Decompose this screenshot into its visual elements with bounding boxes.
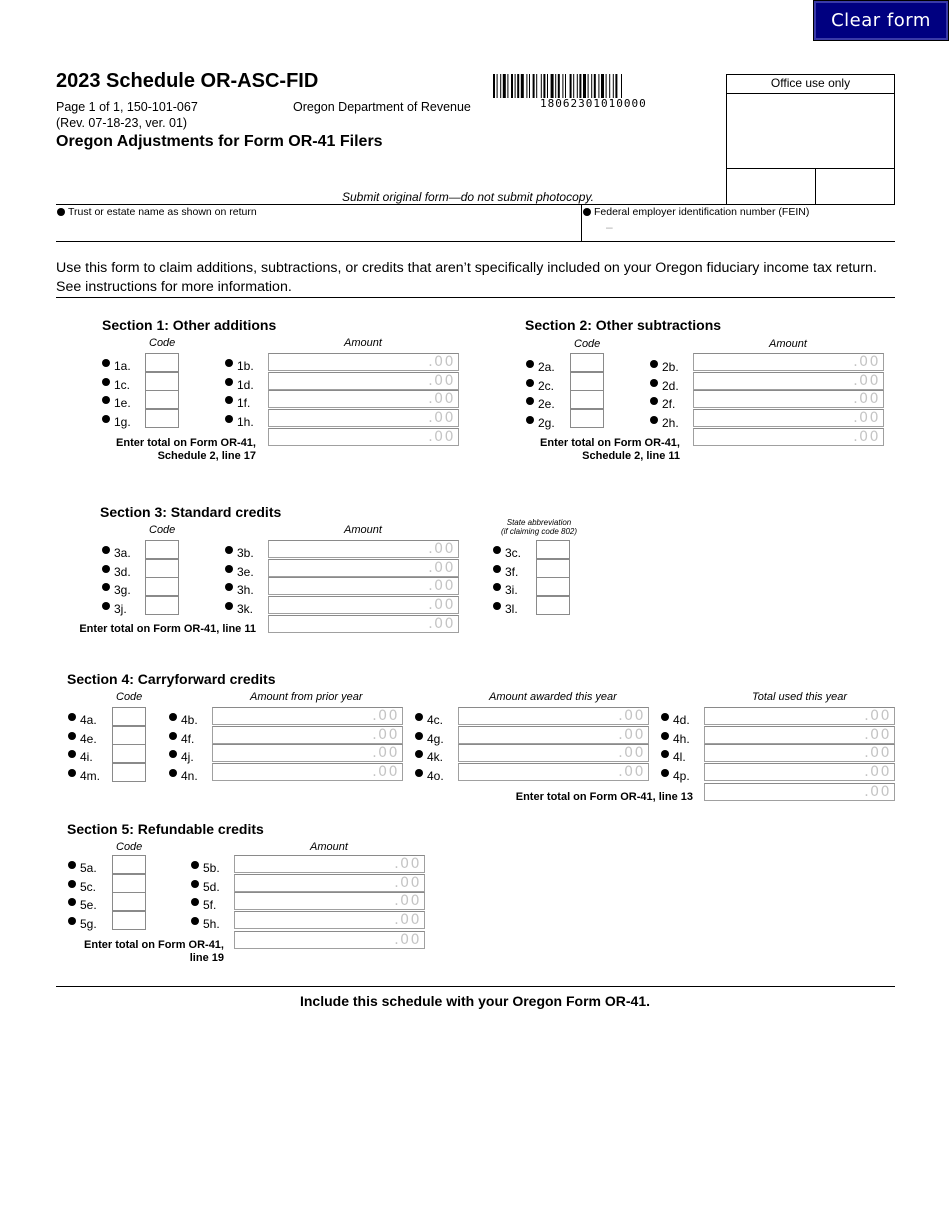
section4-code-input[interactable] [112,726,146,745]
required-bullet-icon [661,769,669,777]
line-label: 4e. [80,731,97,746]
section1-amount-input[interactable]: .00 [268,390,459,408]
section2-total-input[interactable]: .00 [693,428,884,446]
line-label: 4d. [673,713,690,727]
section5-code-input[interactable] [112,874,146,893]
field-divider [581,205,582,242]
fein-input[interactable] [590,220,890,240]
required-bullet-icon [415,769,423,777]
section2-amount-label [650,416,679,430]
section4-used-input[interactable]: .00 [704,707,895,725]
required-bullet-icon [169,732,177,740]
line-label: 3j. [114,601,127,616]
line-label: 2a. [538,360,555,374]
section5-amount-label [191,898,216,912]
section2-code-label [526,379,554,393]
line-label: 2h. [662,415,679,430]
section1-amount-header: Amount [344,337,382,349]
section4-prior-input[interactable]: .00 [212,707,403,725]
section5-amount-input[interactable]: .00 [234,911,425,929]
line-label: 3c. [505,546,522,560]
line-label: 5a. [80,861,97,875]
section1-code-label [102,415,131,429]
revision-info: (Rev. 07-18-23, ver. 01) [56,116,188,130]
section5-amount-label [191,880,220,894]
barcode-image [493,74,705,98]
section5-amount-label [191,861,220,875]
required-bullet-icon [102,378,110,386]
section4-code-label [68,732,97,746]
required-bullet-icon [583,208,591,216]
required-bullet-icon [225,378,233,386]
trust-name-label: Trust or estate name as shown on return [57,206,257,218]
section5-code-label [68,861,97,875]
required-bullet-icon [661,732,669,740]
line-label: 2e. [538,397,555,411]
section2-amount-input[interactable]: .00 [693,409,884,427]
line-label: 4h. [673,731,690,746]
line-label: 2g. [538,415,555,430]
divider-intro [56,297,895,298]
required-bullet-icon [191,880,199,888]
section4-prior-label [169,713,198,727]
required-bullet-icon [169,713,177,721]
section3-code-input[interactable] [145,540,179,559]
section4-awarded-label [415,713,443,727]
section2-code-input[interactable] [570,372,604,391]
section4-awarded-label [415,769,444,783]
section3-state-label [493,602,518,616]
section3-code-input[interactable] [145,596,179,615]
section4-awarded-input[interactable]: .00 [458,726,649,744]
section5-code-label [68,917,97,931]
section5-code-header: Code [116,841,143,853]
required-bullet-icon [102,565,110,573]
required-bullet-icon [526,416,534,424]
required-bullet-icon [68,769,76,777]
required-bullet-icon [661,713,669,721]
section3-state-header1: State abbreviation [506,518,572,527]
required-bullet-icon [102,546,110,554]
required-bullet-icon [650,397,658,405]
line-label: 5d. [203,879,220,894]
line-label: 2f. [662,397,676,411]
section3-amount-input[interactable]: .00 [268,540,459,558]
section5-amount-input[interactable]: .00 [234,855,425,873]
required-bullet-icon [415,732,423,740]
section4-awarded-header: Amount awarded this year [489,691,617,703]
office-use-box [726,74,895,205]
line-label: 4b. [181,713,198,727]
section4-awarded-input[interactable]: .00 [458,763,649,781]
required-bullet-icon [225,583,233,591]
line-label: 1h. [237,414,254,429]
section5-amount-input[interactable]: .00 [234,874,425,892]
form-subtitle: Oregon Adjustments for Form OR-41 Filers [56,133,383,150]
section1-code-input[interactable] [145,372,179,391]
required-bullet-icon [661,750,669,758]
section3-state-input[interactable] [536,596,570,615]
section1-code-input[interactable] [145,390,179,409]
section5-code-label [68,880,96,894]
section3-total-label: Enter total on Form OR-41, line 11 [79,623,256,635]
line-label: 5h. [203,916,220,931]
section3-amount-label [225,546,254,560]
section3-state-input[interactable] [536,559,570,578]
section5-amount-header: Amount [310,841,348,853]
required-bullet-icon [225,415,233,423]
line-label: 5c. [80,879,97,894]
section4-prior-label [169,732,194,746]
section3-state-label [493,583,518,597]
required-bullet-icon [68,898,76,906]
section1-code-label [102,378,130,392]
section4-awarded-input[interactable]: .00 [458,707,649,725]
section1-amount-label [225,415,254,429]
page-info: Page 1 of 1, 150-101-067 [56,100,198,114]
section3-code-label [102,602,127,616]
required-bullet-icon [169,769,177,777]
section2-code-header: Code [574,338,601,350]
section2-total-label2: Schedule 2, line 11 [582,450,680,462]
line-label: 3i. [505,583,518,597]
section3-code-header: Code [149,524,176,536]
required-bullet-icon [526,379,534,387]
required-bullet-icon [68,861,76,869]
line-label: 3d. [114,564,131,579]
line-label: 3e. [237,564,254,579]
required-bullet-icon [225,602,233,610]
required-bullet-icon [493,602,501,610]
line-label: 1g. [114,414,131,429]
section4-used-input[interactable]: .00 [704,763,895,781]
line-label: 1e. [114,396,131,410]
divider-footer [56,986,895,987]
section5-code-input[interactable] [112,911,146,930]
required-bullet-icon [191,861,199,869]
form-title: 2023 Schedule OR-ASC-FID [56,70,319,92]
line-label: 2c. [538,378,555,393]
section2-amount-label [650,360,679,374]
section5-title: Section 5: Refundable credits [67,821,264,837]
line-label: 4c. [427,713,444,727]
required-bullet-icon [102,583,110,591]
section3-total-input[interactable]: .00 [268,615,459,633]
section3-code-label [102,546,131,560]
section4-prior-input[interactable]: .00 [212,763,403,781]
required-bullet-icon [68,713,76,721]
section5-code-input[interactable] [112,892,146,911]
line-label: 2b. [662,360,679,374]
section5-code-input[interactable] [112,855,146,874]
section1-amount-input[interactable]: .00 [268,372,459,390]
required-bullet-icon [493,546,501,554]
line-label: 4p. [673,768,690,783]
line-label: 1a. [114,359,131,373]
required-bullet-icon [102,359,110,367]
section1-total-label1: Enter total on Form OR-41, [116,437,256,449]
required-bullet-icon [415,713,423,721]
section3-amount-label [225,565,254,579]
section4-used-input[interactable]: .00 [704,744,895,762]
line-label: 3k. [237,601,254,616]
section4-prior-input[interactable]: .00 [212,726,403,744]
section2-code-input[interactable] [570,409,604,428]
line-label: 4m. [80,768,101,783]
intro-text: Use this form to claim additions, subtractions, or credits that aren’t specifically included on your Oregon fiduciary income tax return. See instructions for more information. [56,260,877,295]
line-label: 5b. [203,861,220,875]
required-bullet-icon [225,546,233,554]
line-label: 3g. [114,583,131,597]
section3-state-header2: (if claiming code 802) [500,527,578,536]
required-bullet-icon [169,750,177,758]
section3-state-input[interactable] [536,577,570,596]
section3-amount-label [225,602,253,616]
section4-code-label [68,769,100,783]
section4-code-label [68,713,97,727]
section1-title: Section 1: Other additions [102,317,277,333]
line-label: 4n. [181,768,198,783]
line-label: 3h. [237,583,254,597]
divider-top [56,204,895,205]
required-bullet-icon [650,379,658,387]
section1-amount-label [225,359,254,373]
section3-code-label [102,583,131,597]
line-label: 1b. [237,359,254,373]
required-bullet-icon [68,880,76,888]
required-bullet-icon [225,359,233,367]
office-use-label: Office use only [727,75,894,94]
clear-form-button[interactable]: Clear form [814,1,948,40]
required-bullet-icon [650,416,658,424]
line-label: 4g. [427,731,444,746]
section2-amount-header: Amount [769,338,807,350]
section2-title: Section 2: Other subtractions [525,317,722,333]
department-name: Oregon Department of Revenue [293,100,471,114]
section1-amount-label [225,378,254,392]
required-bullet-icon [68,732,76,740]
section4-used-input[interactable]: .00 [704,726,895,744]
required-bullet-icon [650,360,658,368]
line-label: 5e. [80,898,97,912]
line-label: 3l. [505,601,518,616]
section4-prior-header: Amount from prior year [250,691,363,703]
section2-amount-input[interactable]: .00 [693,353,884,371]
section1-code-input[interactable] [145,409,179,428]
section3-state-label [493,565,518,579]
section4-used-label [661,732,690,746]
line-label: 4k. [427,750,444,764]
section2-code-label [526,397,555,411]
section4-awarded-label [415,732,444,746]
section2-amount-label [650,379,679,393]
section2-code-label [526,416,555,430]
office-use-split [727,168,894,204]
section5-code-label [68,898,97,912]
section3-amount-input[interactable]: .00 [268,596,459,614]
line-label: 2d. [662,378,679,393]
section1-total-input[interactable]: .00 [268,428,459,446]
barcode-number: 18062301010000 [540,97,647,110]
section4-code-input[interactable] [112,763,146,782]
section4-prior-input[interactable]: .00 [212,744,403,762]
required-bullet-icon [68,917,76,925]
line-label: 4o. [427,768,444,783]
section4-code-header: Code [116,691,143,703]
line-label: 3a. [114,546,131,560]
required-bullet-icon [57,208,65,216]
line-label: 4a. [80,713,97,727]
section4-total-label: Enter total on Form OR-41, line 13 [515,791,693,803]
required-bullet-icon [102,602,110,610]
section2-amount-label [650,397,675,411]
section5-total-input[interactable]: .00 [234,931,425,949]
line-label: 4i. [80,750,93,764]
required-bullet-icon [102,415,110,423]
section2-code-input[interactable] [570,353,604,372]
fein-dash: – [606,220,613,234]
section2-code-label [526,360,555,374]
required-bullet-icon [526,397,534,405]
section1-total-label2: Schedule 2, line 17 [157,450,256,462]
section5-amount-label [191,917,220,931]
line-label: 4f. [181,731,195,746]
line-label: 4l. [673,750,686,764]
line-label: 1c. [114,377,131,392]
divider-name [56,241,895,242]
line-label: 5f. [203,898,217,912]
section4-code-input[interactable] [112,744,146,763]
required-bullet-icon [225,396,233,404]
section3-title: Section 3: Standard credits [100,504,282,520]
section3-code-input[interactable] [145,577,179,596]
section1-amount-input[interactable]: .00 [268,353,459,371]
section2-amount-input[interactable]: .00 [693,390,884,408]
line-label: 3f. [505,564,519,579]
required-bullet-icon [415,750,423,758]
section3-state-input[interactable] [536,540,570,559]
required-bullet-icon [526,360,534,368]
section4-code-label [68,750,93,764]
section4-prior-label [169,750,194,764]
line-label: 3b. [237,546,254,560]
section1-code-input[interactable] [145,353,179,372]
section1-amount-input[interactable]: .00 [268,409,459,427]
line-label: 4j. [181,750,194,764]
line-label: 1d. [237,377,254,392]
section1-code-label [102,359,131,373]
section3-amount-label [225,583,254,597]
required-bullet-icon [225,565,233,573]
section4-title: Section 4: Carryforward credits [67,671,276,687]
required-bullet-icon [493,565,501,573]
trust-name-input[interactable] [60,220,575,240]
section2-code-input[interactable] [570,390,604,409]
section3-code-label [102,565,131,579]
section1-amount-label [225,396,250,410]
section4-used-label [661,769,690,783]
section4-used-label [661,713,690,727]
section3-amount-header: Amount [344,524,382,536]
section5-total-label2: line 19 [189,952,224,964]
required-bullet-icon [191,898,199,906]
section4-code-input[interactable] [112,707,146,726]
required-bullet-icon [493,583,501,591]
section3-amount-input[interactable]: .00 [268,559,459,577]
section2-amount-input[interactable]: .00 [693,372,884,390]
section4-awarded-input[interactable]: .00 [458,744,649,762]
section4-total-input[interactable]: .00 [704,783,895,801]
fein-label: Federal employer identification number (FEIN) [583,206,809,218]
line-label: 5g. [80,916,97,931]
section3-code-input[interactable] [145,559,179,578]
section2-total-label1: Enter total on Form OR-41, [540,437,680,449]
section1-code-header: Code [149,337,176,349]
line-label: 1f. [237,396,251,410]
section3-state-label [493,546,521,560]
submit-note: Submit original form—do not submit photocopy. [342,190,594,204]
section1-code-label [102,396,131,410]
section4-used-label [661,750,686,764]
required-bullet-icon [102,396,110,404]
footer-note: Include this schedule with your Oregon Form OR-41. [299,993,651,1009]
section5-total-label1: Enter total on Form OR-41, [84,939,224,951]
section4-awarded-label [415,750,443,764]
required-bullet-icon [68,750,76,758]
section4-prior-label [169,769,198,783]
section4-used-header: Total used this year [752,691,847,703]
section3-amount-input[interactable]: .00 [268,577,459,595]
section5-amount-input[interactable]: .00 [234,892,425,910]
required-bullet-icon [191,917,199,925]
